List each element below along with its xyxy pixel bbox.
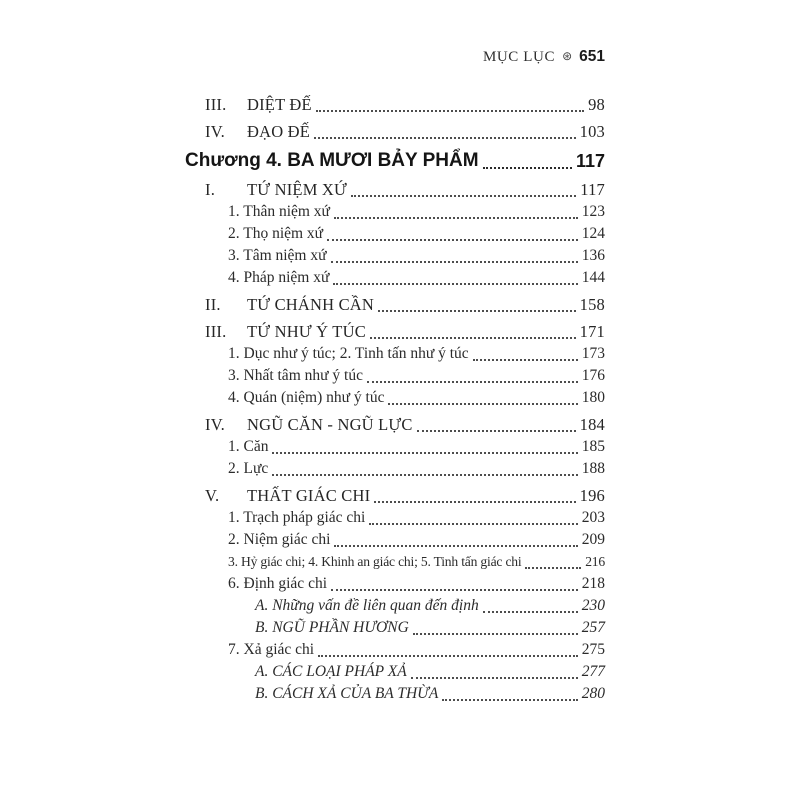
entry-page-number: 176 bbox=[581, 367, 605, 384]
dot-leader bbox=[327, 239, 578, 241]
entry-page-number: 171 bbox=[579, 322, 605, 341]
entry-numeral: IV. bbox=[205, 122, 226, 141]
entry-page-number: 173 bbox=[581, 345, 605, 362]
entry-numeral: IV. bbox=[205, 415, 226, 434]
entry-label: TỨ CHÁNH CẦN bbox=[247, 295, 375, 314]
entry-label: TỨ NIỆM XỨ bbox=[247, 180, 348, 199]
toc-entry bbox=[185, 639, 605, 661]
toc-entry bbox=[185, 267, 605, 289]
ornament-icon: ⊛ bbox=[562, 49, 573, 63]
toc-entry bbox=[185, 414, 605, 436]
entry-label: 6. Định giác chi bbox=[228, 575, 328, 592]
dot-leader bbox=[333, 283, 577, 285]
entry-page-number: 185 bbox=[581, 438, 605, 455]
toc-entry bbox=[185, 294, 605, 316]
dot-leader bbox=[525, 567, 581, 569]
dot-leader bbox=[331, 589, 578, 591]
dot-leader bbox=[316, 110, 584, 112]
toc-entry bbox=[185, 343, 605, 365]
dot-leader bbox=[473, 359, 578, 361]
toc-entry bbox=[185, 573, 605, 595]
entry-numeral: II. bbox=[205, 295, 221, 314]
entry-page-number: 117 bbox=[575, 151, 605, 171]
dot-leader bbox=[272, 474, 578, 476]
entry-page-number: 144 bbox=[581, 269, 605, 286]
dot-leader bbox=[388, 403, 577, 405]
dot-leader bbox=[374, 501, 575, 503]
entry-page-number: 184 bbox=[579, 415, 605, 434]
toc-entry bbox=[185, 507, 605, 529]
entry-label: 1. Thân niệm xứ bbox=[228, 203, 330, 220]
entry-page-number: 209 bbox=[581, 531, 605, 548]
toc-entry bbox=[185, 121, 605, 143]
entry-label: 2. Niệm giác chi bbox=[228, 531, 331, 548]
entry-page-number: 257 bbox=[581, 619, 605, 636]
entry-page-number: 124 bbox=[581, 225, 605, 242]
entry-label: NGŨ CĂN - NGŨ LỰC bbox=[247, 415, 413, 434]
toc-entry bbox=[185, 617, 605, 639]
toc-entry bbox=[185, 223, 605, 245]
dot-leader bbox=[413, 633, 578, 635]
toc-entry bbox=[185, 201, 605, 223]
entry-label: A. CÁC LOẠI PHÁP XẢ bbox=[255, 663, 407, 680]
dot-leader bbox=[369, 523, 577, 525]
toc-entry bbox=[185, 595, 605, 617]
entry-label: THẤT GIÁC CHI bbox=[247, 486, 371, 505]
entry-label: 4. Quán (niệm) như ý túc bbox=[228, 389, 385, 406]
entry-page-number: 98 bbox=[588, 95, 605, 114]
header-title: MỤC LỤC bbox=[482, 49, 556, 65]
entry-numeral: V. bbox=[205, 486, 220, 505]
dot-leader bbox=[318, 655, 578, 657]
entry-page-number: 103 bbox=[579, 122, 605, 141]
entry-label: 2. Lực bbox=[228, 460, 269, 477]
toc-entry bbox=[185, 485, 605, 507]
entry-page-number: 218 bbox=[581, 575, 605, 592]
entry-label: 3. Hỷ giác chi; 4. Khinh an giác chi; 5. Tinh tấn giác chi bbox=[228, 554, 522, 569]
entry-page-number: 280 bbox=[581, 685, 605, 702]
toc-list bbox=[185, 94, 605, 705]
dot-leader bbox=[442, 699, 577, 701]
entry-page-number: 117 bbox=[580, 180, 605, 199]
dot-leader bbox=[483, 167, 572, 169]
entry-page-number: 180 bbox=[581, 389, 605, 406]
toc-entry bbox=[185, 683, 605, 705]
entry-label: 2. Thọ niệm xứ bbox=[228, 225, 324, 242]
header-page-number: 651 bbox=[579, 48, 605, 65]
entry-page-number: 136 bbox=[581, 247, 605, 264]
entry-label: 3. Tâm niệm xứ bbox=[228, 247, 327, 264]
entry-page-number: 230 bbox=[581, 597, 605, 614]
entry-numeral: I. bbox=[205, 180, 216, 199]
entry-numeral: III. bbox=[205, 95, 227, 114]
toc-entry bbox=[185, 179, 605, 201]
entry-page-number: 203 bbox=[581, 509, 605, 526]
entry-page-number: 216 bbox=[585, 554, 605, 569]
entry-page-number: 188 bbox=[581, 460, 605, 477]
dot-leader bbox=[367, 381, 578, 383]
entry-label: DIỆT ĐẾ bbox=[247, 95, 312, 114]
dot-leader bbox=[370, 337, 576, 339]
entry-label: 3. Nhất tâm như ý túc bbox=[228, 367, 363, 384]
toc-entry bbox=[185, 148, 605, 174]
entry-label: 1. Trạch pháp giác chi bbox=[228, 509, 366, 526]
toc-entry bbox=[185, 245, 605, 267]
dot-leader bbox=[334, 217, 578, 219]
toc-entry bbox=[185, 436, 605, 458]
entry-label: 7. Xả giác chi bbox=[228, 641, 315, 658]
entry-label: 1. Dục như ý túc; 2. Tinh tấn như ý túc bbox=[228, 345, 469, 362]
dot-leader bbox=[272, 452, 577, 454]
entry-page-number: 277 bbox=[581, 663, 605, 680]
entry-label: TỨ NHƯ Ý TÚC bbox=[247, 322, 366, 341]
toc-entry bbox=[185, 551, 605, 573]
dot-leader bbox=[334, 545, 577, 547]
entry-label: B. CÁCH XẢ CỦA BA THỪA bbox=[255, 685, 439, 702]
toc-entry bbox=[185, 529, 605, 551]
dot-leader bbox=[378, 310, 576, 312]
dot-leader bbox=[351, 195, 576, 197]
dot-leader bbox=[417, 430, 576, 432]
entry-label: 4. Pháp niệm xứ bbox=[228, 269, 330, 286]
entry-page-number: 196 bbox=[579, 486, 605, 505]
page-header bbox=[185, 48, 605, 66]
toc-entry bbox=[185, 321, 605, 343]
dot-leader bbox=[411, 677, 578, 679]
entry-page-number: 123 bbox=[581, 203, 605, 220]
toc-entry bbox=[185, 458, 605, 480]
entry-label: Chương 4. BA MƯƠI BẢY PHẨM bbox=[185, 150, 479, 171]
dot-leader bbox=[314, 137, 576, 139]
dot-leader bbox=[483, 611, 578, 613]
dot-leader bbox=[331, 261, 578, 263]
toc-column bbox=[185, 48, 605, 705]
toc-entry bbox=[185, 661, 605, 683]
toc-entry bbox=[185, 387, 605, 409]
toc-entry bbox=[185, 94, 605, 116]
toc-entry bbox=[185, 365, 605, 387]
entry-label: B. NGŨ PHẦN HƯƠNG bbox=[255, 619, 409, 636]
entry-label: 1. Căn bbox=[228, 438, 269, 455]
entry-page-number: 275 bbox=[581, 641, 605, 658]
entry-page-number: 158 bbox=[579, 295, 605, 314]
entry-label: A. Những vấn đề liên quan đến định bbox=[255, 597, 479, 614]
entry-label: ĐẠO ĐẾ bbox=[247, 122, 311, 141]
entry-numeral: III. bbox=[205, 322, 227, 341]
